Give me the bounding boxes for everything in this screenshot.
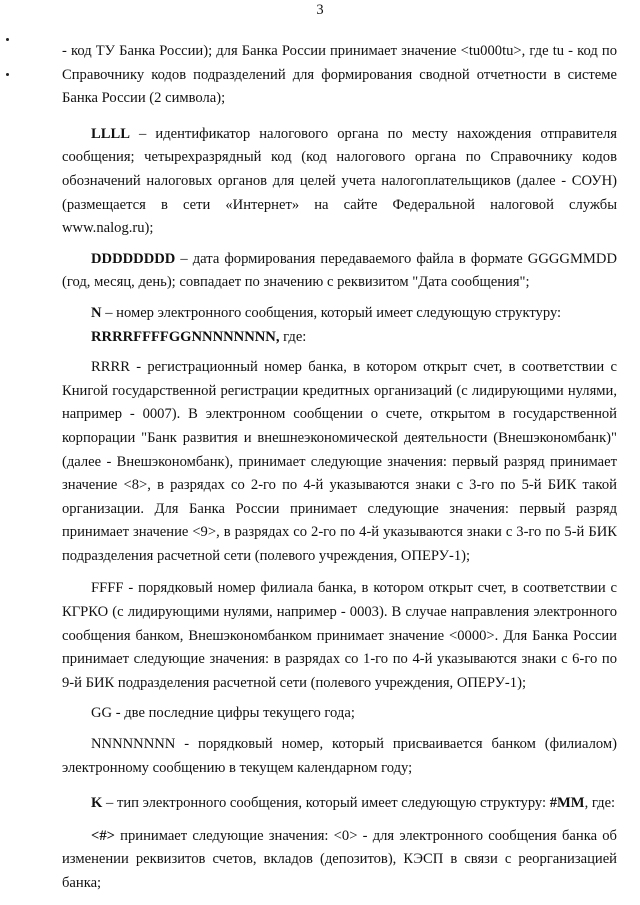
paragraph-ffff: FFFF - порядковый номер филиала банка, в котором открыт счет, в соответствии с КГРКО (с лидирующими нулями, например - 0003). В случае направления электронного сообщения банком, Внешэкономбанком принимает значение <0000>. Для Банка России принимает следующие значения: в разрядах со 1-го по 4-й указываются знаки с 6-го по 9-й БИК подразделения расчетной сети (полевого учреждения, ОПЕРУ-1); [62, 580, 617, 691]
document-body [62, 40, 617, 896]
paragraph-n-text: – номер электронного сообщения, который имеет следующую структуру: [101, 304, 562, 321]
paragraph-llll-text: – идентификатор налогового органа по месту нахождения отправителя сообщения; четырехразрядный код (код налогового органа по Справочнику кодов обозначений налоговых органов для целей учета налогоплательщиков (далее - СОУН) (размещается в сети «Интернет» на сайте Федеральной налоговой службы www.nalog.ru); [62, 125, 617, 237]
paragraph-date [62, 248, 617, 295]
structure-line-text: где: [279, 328, 307, 345]
term-n: N [91, 304, 102, 321]
paragraph-nnnnnnnn: NNNNNNNN - порядковый номер, который присваивается банком (филиалом) электронному сообщению в текущем календарном году; [62, 736, 617, 776]
paragraph-hash [62, 825, 617, 896]
paragraph-date-text: – дата формирования передаваемого файла в формате GGGGMMDD (год, месяц, день); совпадает по значению с реквизитом "Дата сообщения"; [62, 250, 617, 291]
structure-line [62, 326, 617, 350]
paragraph-k-tail: , где: [584, 795, 616, 812]
paragraph-k [62, 792, 617, 816]
paragraph-tu-code: - код ТУ Банка России); для Банка России принимает значение <tu000tu>, где tu - код по Справочнику кодов подразделений для формирования сводной отчетности в системе Банка России (2 символа); [62, 43, 617, 107]
term-llll: LLLL [91, 125, 130, 142]
term-mm: #MM [549, 795, 585, 812]
paragraph-gg: GG - две последние цифры текущего года; [91, 705, 355, 722]
paragraph-k-text: – тип электронного сообщения, который имеет следующую структуру: [102, 795, 550, 812]
paragraph-rrrr: RRRR - регистрационный номер банка, в котором открыт счет, в соответствии с Книгой государственной регистрации кредитных организаций (с лидирующими нулями, например - 0007). В электронном сообщении о счете, открытом в государственной корпорации "Банк развития и внешнеэкономической деятельности (Внешэкономбанк)" (далее - Внешэкономбанк), принимает следующие значения: первый разряд принимает значение <8>, в разрядах со 2-го по 4-й указываются знаки с 3-го по 5-й БИК такой организации. Для Банка России принимает следующие значения: первый разряд принимает значение <9>, в разрядах со 2-го по 4-й указываются знаки с 3-го по 5-й БИК подразделения расчетной сети (полевого учреждения, ОПЕРУ-1); [62, 359, 617, 564]
paragraph-hash-text: принимает следующие значения: <0> - для электронного сообщения банка об изменении реквизитов счетов, вкладов (депозитов), КЭСП в связи с реорганизацией банка; [62, 827, 617, 891]
paragraph-llll [62, 123, 617, 241]
margin-dot [6, 73, 9, 76]
term-dddddddd: DDDDDDDD [91, 250, 176, 267]
term-hash: <#> [91, 827, 115, 844]
page-number: 3 [316, 2, 324, 18]
paragraph-n [62, 302, 617, 326]
term-structure: RRRRFFFFGGNNNNNNNN, [91, 328, 280, 345]
margin-dot [6, 38, 9, 41]
term-k: K [91, 795, 103, 812]
